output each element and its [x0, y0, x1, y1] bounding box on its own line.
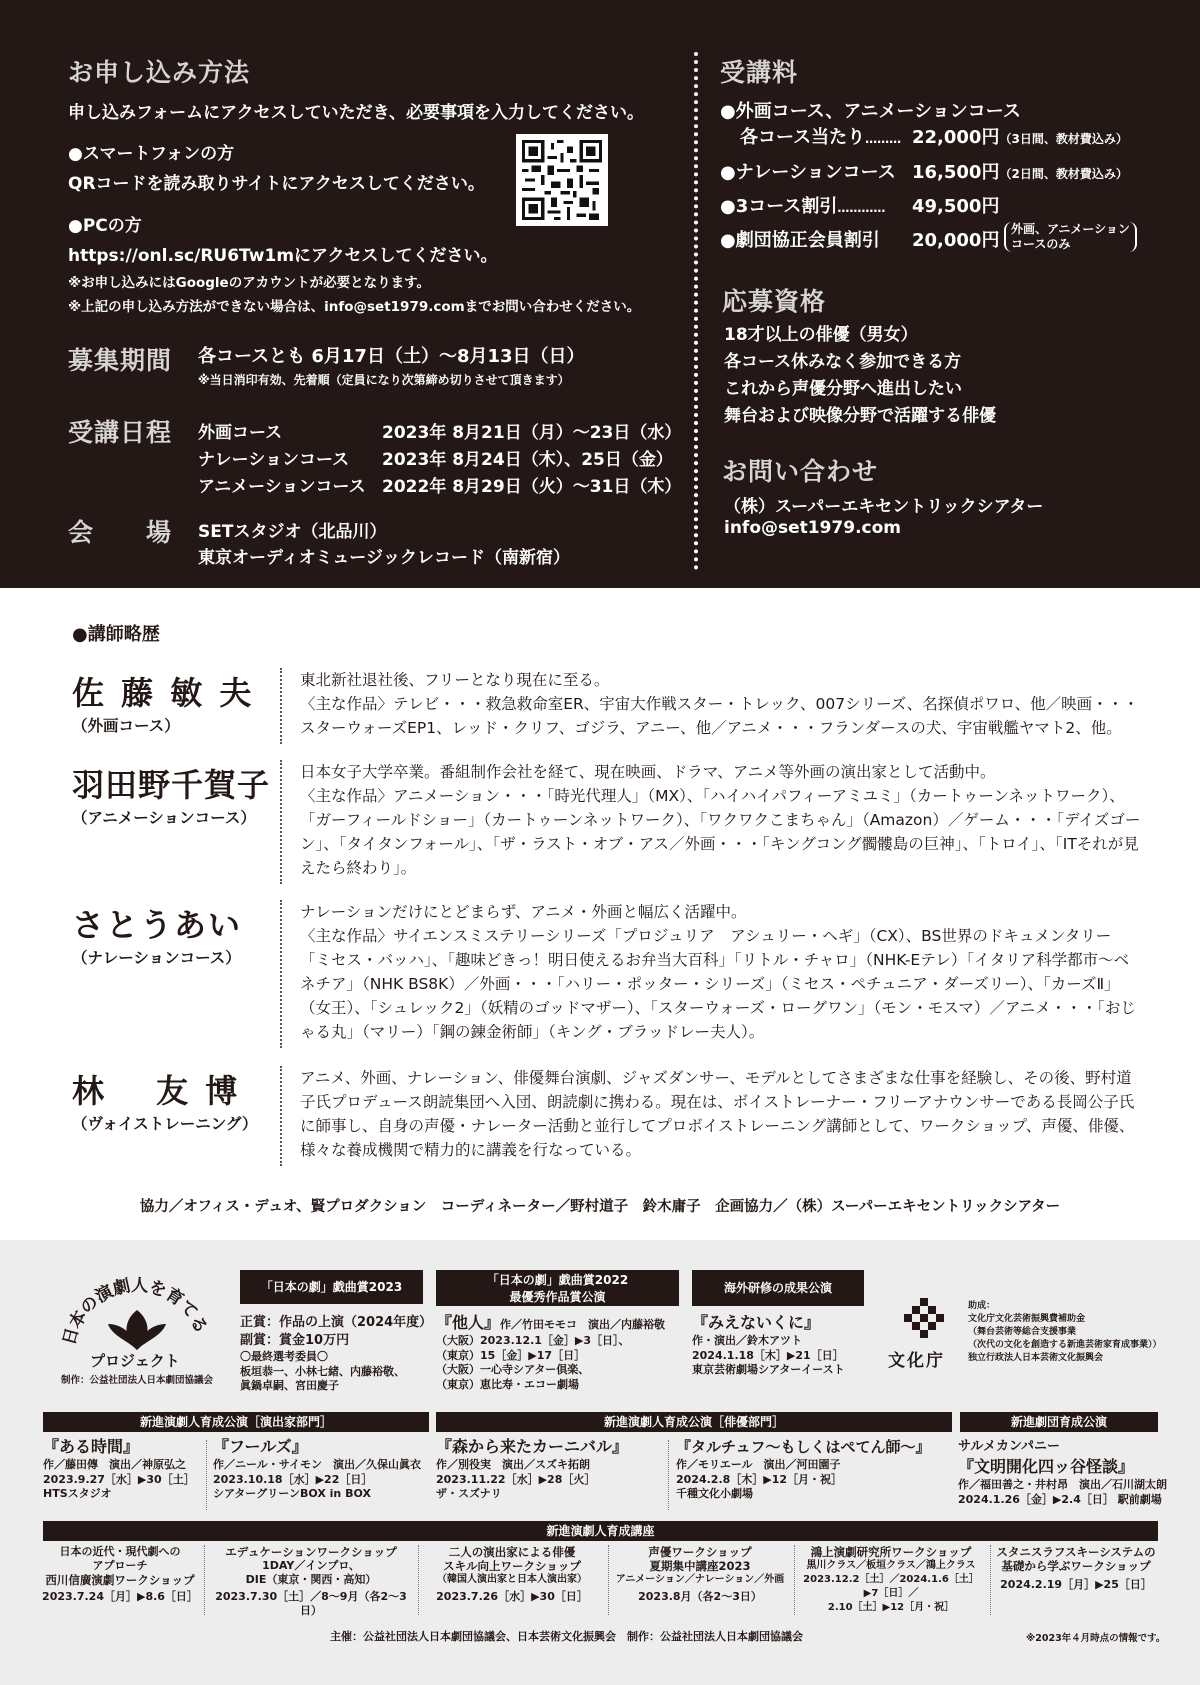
program-venue: HTSスタジオ [43, 1487, 112, 1500]
program-credit: 作／藤田傳 演出／神原弘之 [43, 1458, 186, 1471]
award-2022-bar-1: 「日本の劇」戯曲賞2022 [486, 1273, 629, 1287]
overseas-credit: 作・演出／鈴木アツト [692, 1334, 802, 1347]
program-venue: シアターグリーンBOX in BOX [213, 1487, 371, 1500]
award-2023-line-3: 〇最終選考委員〇 [240, 1350, 328, 1363]
contact-email[interactable]: info@set1979.com [724, 518, 902, 538]
instructor-block [72, 1066, 1142, 1166]
program-troupe-bar: 新進劇団育成公演 [960, 1412, 1158, 1432]
program-actor-bar: 新進演劇人育成公演［俳優部門］ [436, 1412, 952, 1432]
smartphone-label: ●スマートフォンの方 [68, 144, 235, 164]
award-2022-bar [436, 1270, 679, 1306]
workshop-separator [608, 1545, 609, 1615]
fee-row-4-label: ●劇団協正会員割引 [720, 230, 880, 251]
instructor-name: 佐 藤 敏 夫 [72, 674, 255, 712]
recruit-period: 各コースとも 6月17日（土）～8月13日（日） [198, 346, 585, 367]
schedule-date-3: 2022年 8月29日（火）～31日（木） [382, 477, 682, 497]
fee-row-3 [720, 192, 885, 218]
project-logo [52, 1262, 222, 1392]
fee-row-4-note-1: 外画、アニメーション [1011, 222, 1130, 236]
workshop-separator [204, 1545, 205, 1615]
instructor-bio: アニメ、外画、ナレーション、俳優舞台演劇、ジャズダンサー、モデルとしてさまざまな仕事を経験し、その後、野村道子氏プロデュース朗読集団へ入団、朗読劇に携わる。現在は、ボイストレーナー・フリーアナウンサーである長岡公子氏に師事し、自身の声優・ナレーター活動と並行してプロボイストレーニング講師として、ワークショップ、声優、俳優、様々な養成機関で精力的に講義を行なっている。 [300, 1069, 1135, 1159]
program-item [436, 1436, 628, 1502]
program-venue: 千種文化小劇場 [676, 1487, 753, 1500]
instructor-block [72, 668, 1142, 744]
eligibility-item-3: これから声優分野へ進出したい [724, 379, 962, 399]
award-2022-bar-2: 最優秀作品賞公演 [509, 1290, 606, 1304]
instructor-divider [280, 1066, 282, 1166]
award-2022-title: 『他人』 [436, 1313, 501, 1332]
program-director-bar: 新進演劇人育成公演［演出家部門］ [43, 1412, 429, 1432]
workshop-card [992, 1545, 1160, 1592]
fee-row-4-note-2: コースのみ [1011, 237, 1071, 251]
award-2023-details [240, 1314, 432, 1394]
workshop-line-3: DIE（東京・関西・高知） [245, 1573, 377, 1586]
apply-intro: 申し込みフォームにアクセスしていただき、必要事項を入力してください。 [68, 103, 644, 123]
bunka-logo [888, 1298, 968, 1378]
instructor-bio: 日本女子大学卒業。番組制作会社を経て、現在映画、ドラマ、アニメ等外画の演出家として活動中。 〈主な作品〉アニメーション・・・「時光代理人」（MX）、「ハイハイパフィーアミユミ」（カートゥーンネットワーク）、「ガーフィールドショー」（カートゥーンネットワーク）、「ワクワクこまちゃん」（Amazon）／ゲーム・・・「デイズゴーン」、「タイタンフォール」、「ザ・ラスト・オブ・アス／外画・・・「キングコング髑髏島の巨神」、「トロイ」、「ITそれが見えたら終わり」。 [300, 763, 1141, 877]
bunka-support-1: 助成： [968, 1301, 996, 1311]
workshop-line-1: 声優ワークショップ [648, 1545, 752, 1559]
instructor-name: さとうあい [72, 906, 243, 944]
instructor-course: （外画コース） [72, 717, 180, 735]
workshop-line-3: アニメーション／ナレーション／外画 [615, 1574, 785, 1585]
instructors-heading: ●講師略歴 [72, 624, 160, 645]
workshop-line-2: 黒川クラス／板垣クラス／鴻上クラス [806, 1560, 976, 1571]
workshop-line-1: スタニスラフスキーシステムの [996, 1545, 1156, 1559]
fee-row-3-label: ●3コース割引 [720, 196, 838, 217]
fee-row-3-dots: ………… [837, 201, 886, 215]
workshop-line-1: エデュケーションワークショップ [225, 1545, 397, 1559]
bunka-support-3: （舞台芸術等総合支援事業 [968, 1327, 1077, 1337]
program-item [43, 1436, 195, 1502]
workshop-card [208, 1545, 414, 1618]
fee-row-3-price: 49,500円 [912, 196, 1000, 217]
recruit-heading: 募集期間 [68, 346, 173, 375]
workshop-bar: 新進演劇人育成講座 [43, 1521, 1158, 1541]
fee-row-1-dots: ……… [865, 132, 902, 146]
award-2022-details [436, 1312, 665, 1392]
bunka-support-2: 文化庁文化芸術振興費補助金 [968, 1314, 1086, 1324]
apply-heading: お申し込み方法 [68, 58, 251, 87]
program-venue: ザ・スズナリ [436, 1487, 502, 1500]
overseas-bar: 海外研修の成果公演 [692, 1270, 864, 1306]
program-date: 2024.1.26［金］▶2.4［日］ 駅前劇場 [958, 1492, 1162, 1506]
apply-note-google: ※お申し込みにはGoogleのアカウントが必要となります。 [68, 275, 430, 291]
schedule-course-3: アニメーションコース [198, 477, 366, 497]
program-date: 2023.10.18［水］▶22［日］ [213, 1472, 373, 1486]
award-2023-bar: 「日本の劇」戯曲賞2023 [240, 1270, 423, 1304]
award-2023-line-1: 正賞：作品の上演（2024年度） [240, 1315, 433, 1330]
program-item [958, 1438, 1167, 1507]
instructor-course: （ヴォイストレーニング） [72, 1115, 258, 1133]
program-item [676, 1436, 931, 1502]
instructor-divider [280, 760, 282, 884]
overseas-title: 『みえないくに』 [692, 1313, 821, 1332]
award-2022-credit: 作／竹田モモコ 演出／内藤裕敬 [500, 1318, 666, 1331]
program-credit: 作／福田善之・井村昂 演出／石川湖太朗 [958, 1478, 1167, 1491]
workshop-date: 2023.8月（各2～3日） [638, 1590, 762, 1603]
award-2022-line-1: （大阪）2023.12.1［金］▶3［日］、 [436, 1334, 630, 1347]
program-title: 『ある時間』 [43, 1437, 140, 1456]
workshop-line-1: 鴻上演劇研究所ワークショップ [810, 1545, 972, 1559]
workshop-line-2: 夏期集中講座2023 [649, 1559, 751, 1573]
workshop-card [40, 1545, 200, 1604]
apply-note-email: ※上記の申し込み方法ができない場合は、info@set1979.comまでお問い合わせください。 [68, 299, 641, 315]
instructor-bio: ナレーションだけにとどまらず、アニメ・外画と幅広く活躍中。 〈主な作品〉サイエンスミステリーシリーズ「プロジュリア アシュリー・ヘギ」（CX）、BS世界のドキュメンタリー「ミセス・バッハ」、「趣味どきっ！明日使えるお弁当大百科」「リトル・チャロ」（NHK-Eテレ）「イタリア科学都市～ベネチア」（NHK BS8K）／外画・・・「ハリー・ポッター・シリーズ」（ミセス・ペチュニア・ダーズリー）、「カーズⅡ」（女王）、「シュレック2」（妖精のゴッドマザー）、「スターウォーズ・ローグワン」（モン・モスマ）／アニメ・・・「おじゃる丸」（マリー）「鋼の錬金術師」（キング・ブラッドレー夫人）。 [300, 903, 1136, 1041]
bunka-emblem-icon [900, 1298, 950, 1342]
instructor-block [72, 900, 1142, 1048]
fee-row-2-label: ●ナレーションコース [720, 162, 896, 183]
award-2022-line-3: （大阪）一心寺シアター倶楽、 [436, 1363, 590, 1376]
instructor-name: 羽田野千賀子 [72, 766, 271, 804]
bunka-support-5: 独立行政法人日本芸術文化振興会 [968, 1353, 1104, 1363]
credits: 協力／オフィス・デュオ、賢プロダクション コーディネーター／野村道子 鈴木庸子 企画協力／（株）スーパーエキセントリックシアター [139, 1199, 1061, 1215]
contact-heading: お問い合わせ [722, 457, 879, 486]
fee-row-1-price: 22,000円 [912, 127, 1000, 148]
column-divider [694, 52, 698, 570]
recruit-note: ※当日消印有効、先着順（定員になり次第締め切りさせて頂きます） [198, 373, 570, 387]
project-word: プロジェクト [90, 1352, 180, 1370]
program-credit: 作／ニール・サイモン 演出／久保山眞衣 [213, 1458, 422, 1471]
workshop-line-2: 1DAY／インプロ、 [262, 1559, 360, 1572]
workshop-line-3: 2023.12.2［土］／2024.1.6［土］▶7［日］／ [803, 1574, 979, 1599]
bunka-support [968, 1300, 1162, 1365]
workshop-line-3: （韓国人演出家と日本人演出家） [437, 1574, 587, 1585]
schedule-heading: 受講日程 [68, 418, 173, 447]
bunka-logo-text: 文化庁 [888, 1351, 945, 1371]
workshop-separator [794, 1545, 795, 1615]
eligibility-heading: 応募資格 [722, 287, 827, 316]
workshop-line-2: スキル向上ワークショップ [443, 1559, 581, 1573]
footer-organizers: 主催：公益社団法人日本劇団協議会、日本芸術文化振興会 制作：公益社団法人日本劇団協議会 [330, 1630, 803, 1643]
fee-heading: 受講料 [720, 58, 799, 87]
overseas-line-1: 2024.1.18［木］▶21［日］ [692, 1348, 844, 1362]
workshop-line-2: 基礎から学ぶワークショップ [1001, 1559, 1151, 1573]
workshop-card [420, 1545, 604, 1604]
overseas-line-2: 東京芸術劇場シアターイースト [692, 1363, 845, 1376]
qr-code[interactable] [516, 134, 608, 226]
instructor-name: 林 友 博 [72, 1072, 241, 1110]
instructor-course: （アニメーションコース） [72, 809, 256, 827]
venue-heading: 会 場 [68, 518, 173, 547]
fee-row-4-price: 20,000円 [912, 230, 1000, 251]
eligibility-item-1: 18才以上の俳優（男女） [724, 325, 918, 345]
award-2022-line-2: （東京）15［金］▶17［日］ [436, 1348, 586, 1362]
fee-row-4-note [1004, 222, 1137, 252]
pc-url-text[interactable]: https://onl.sc/RU6Tw1mにアクセスしてください。 [68, 246, 498, 266]
workshop-separator [990, 1545, 991, 1615]
venue-line-2: 東京オーディオミュージックレコード（南新宿） [198, 548, 570, 568]
smartphone-text: QRコードを読み取りサイトにアクセスしてください。 [68, 174, 485, 194]
instructor-divider [280, 900, 282, 1048]
fee-row-2-price: 16,500円 [912, 162, 1000, 183]
program-separator [206, 1440, 207, 1510]
instructor-bio: 東北新社退社後、フリーとなり現在に至る。 〈主な作品〉テレビ・・・救急救命室ER、宇宙大作戦スター・トレック、007シリーズ、名探偵ポワロ、他／映画・・・スターウォーズEP1、レッド・クリフ、ゴジラ、アニー、他／アニメ・・・フランダースの犬、宇宙戦艦ヤマト2、他。 [300, 671, 1139, 737]
schedule-date-1: 2023年 8月21日（月）～23日（水） [382, 423, 682, 443]
pc-label: ●PCの方 [68, 216, 142, 236]
award-2023-line-2: 副賞：賞金10万円 [240, 1333, 350, 1348]
instructor-block [72, 760, 1142, 884]
program-item [213, 1436, 421, 1502]
project-maker: 制作：公益社団法人日本劇団協議会 [60, 1375, 213, 1386]
award-2022-line-4: （東京）恵比寿・エコー劇場 [436, 1377, 579, 1391]
fee-row-2-note: （2日間、教材費込み） [999, 167, 1128, 181]
project-logo-text: 日本の演劇人を育てる [59, 1275, 211, 1348]
footer-note: ※2023年４月時点の情報です。 [1026, 1633, 1166, 1644]
workshop-date: 2.10［土］▶12［月・祝］ [827, 1602, 955, 1613]
workshop-line-1: 二人の演出家による俳優 [448, 1545, 576, 1559]
contact-org: （株）スーパーエキセントリックシアター [724, 497, 1044, 517]
fee-row-2-price-wrap [912, 158, 1128, 184]
schedule-course-2: ナレーションコース [198, 450, 350, 470]
workshop-card [796, 1545, 986, 1615]
program-date: 2023.9.27［水］▶30［土］ [43, 1472, 195, 1486]
qr-code-icon [522, 140, 602, 220]
workshop-date: 2023.7.30［土］／8～9月（各2～3日） [215, 1590, 407, 1617]
bunka-support-4: （次代の文化を創造する新進芸術家育成事業）） [968, 1340, 1162, 1350]
info-panel [0, 0, 1200, 588]
program-credit: 作／別役実 演出／スズキ拓朗 [436, 1458, 590, 1471]
schedule-course-1: 外画コース [198, 423, 283, 443]
fee-row-1-sub: 各コース当たり [740, 127, 866, 148]
program-troupe: サルメカンパニー [958, 1439, 1061, 1454]
workshop-line-2: アプローチ [92, 1559, 148, 1572]
fee-row-1-note: （3日間、教材費込み） [999, 132, 1128, 146]
fee-row-1-price-wrap [912, 123, 1128, 149]
workshop-line-3: 西川信廣演劇ワークショップ [45, 1573, 195, 1587]
program-title: 『フールズ』 [213, 1437, 308, 1456]
program-separator [668, 1440, 669, 1510]
instructor-divider [280, 668, 282, 744]
workshop-date: 2023.7.26［水］▶30［日］ [436, 1590, 588, 1603]
program-title: 『森から来たカーニバル』 [436, 1437, 629, 1456]
fee-row-1 [740, 123, 901, 149]
workshop-date: 2024.2.19［月］▶25［日］ [1000, 1578, 1152, 1591]
workshop-separator [418, 1545, 419, 1615]
program-date: 2023.11.22［水］▶28［火］ [436, 1472, 596, 1486]
schedule-date-2: 2023年 8月24日（木）、25日（金） [382, 450, 673, 470]
workshop-date: 2023.7.24［月］▶8.6［日］ [42, 1590, 198, 1603]
eligibility-item-2: 各コース休みなく参加できる方 [724, 352, 962, 372]
award-2023-line-5: 眞鍋卓嗣、宮田慶子 [240, 1379, 339, 1392]
workshop-card [610, 1545, 790, 1604]
award-2023-line-4: 板垣恭一、小林七緒、内藤裕敬、 [240, 1364, 405, 1378]
eligibility-item-4: 舞台および映像分野で活躍する俳優 [724, 406, 996, 426]
fee-row-1-label: ●外画コース、アニメーションコース [720, 101, 1021, 122]
venue-line-1: SETスタジオ（北品川） [198, 522, 387, 542]
workshop-line-1: 日本の近代・現代劇への [59, 1545, 181, 1558]
instructor-course: （ナレーションコース） [72, 949, 241, 967]
program-date: 2024.2.8［木］▶12［月・祝］ [676, 1472, 843, 1486]
program-credit: 作／モリエール 演出／河田園子 [676, 1458, 841, 1471]
program-title: 『タルチュフ～もしくはぺてん師～』 [676, 1438, 931, 1456]
overseas-details [692, 1312, 845, 1378]
program-title: 『文明開化四ッ谷怪談』 [958, 1457, 1135, 1476]
